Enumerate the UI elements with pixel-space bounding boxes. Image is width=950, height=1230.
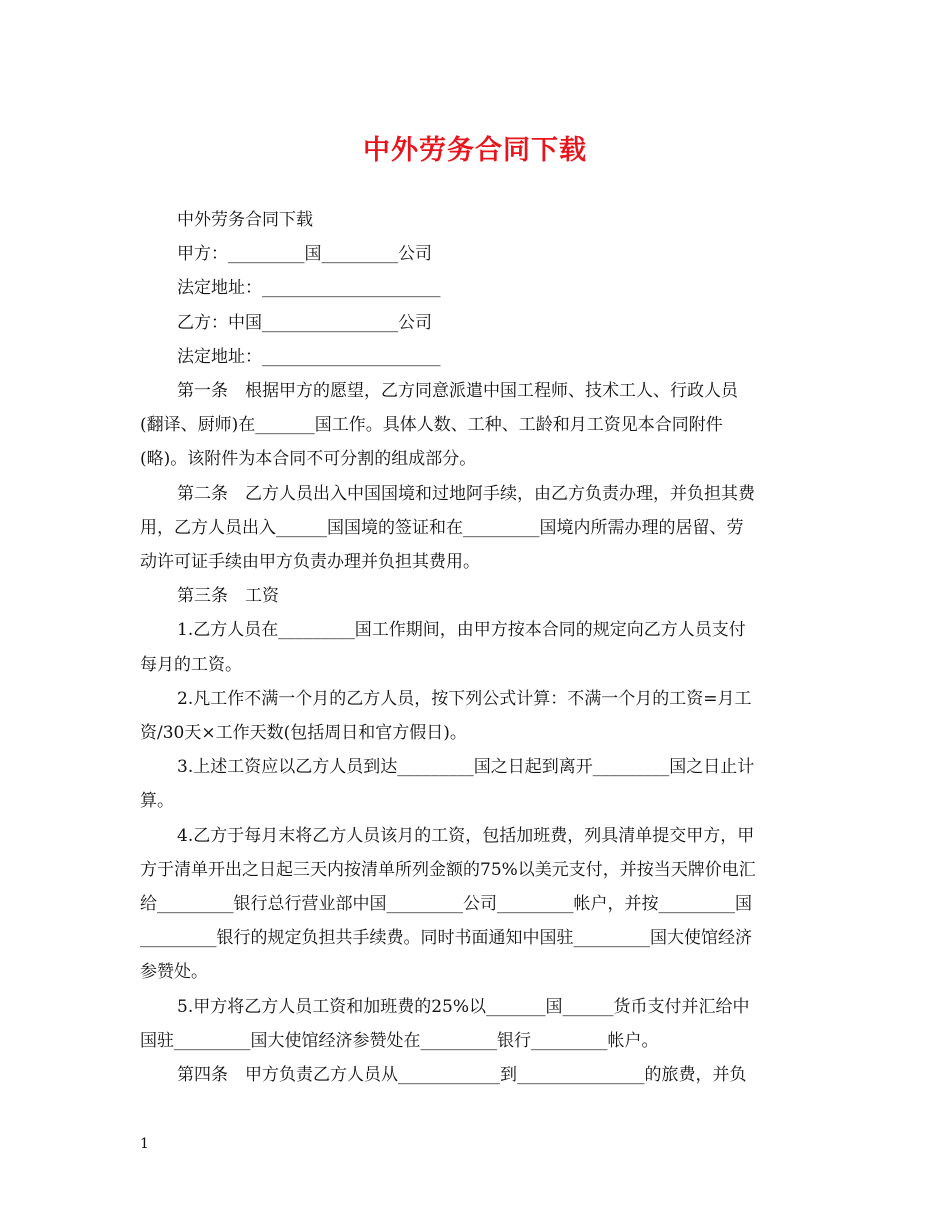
paragraph	[140, 203, 812, 237]
text-line: 1.乙方人员在_________国工作期间，由甲方按本合同的规定向乙方人员支付	[177, 620, 746, 641]
paragraph	[140, 613, 812, 681]
text-line: (翻译、厨师)在_______国工作。具体人数、工种、工龄和月工资见本合同附件	[140, 415, 723, 436]
text-line: 2.凡工作不满一个月的乙方人员，按下列公式计算：不满一个月的工资=月工	[177, 688, 752, 709]
text-line: 中外劳务合同下载	[177, 210, 313, 230]
text-line: 甲方：_________国_________公司	[177, 244, 432, 265]
text-line: (略)。该附件为本合同不可分割的组成部分。	[140, 449, 477, 470]
text-line: 国驻_________国大使馆经济参赞处在_________银行_________帐户。	[140, 1030, 659, 1051]
text-line: 3.上述工资应以乙方人员到达_________国之日起到离开_________国之日止计	[177, 757, 755, 778]
text-line: 用，乙方人员出入______国国境的签证和在_________国境内所需办理的居留、劳	[140, 517, 744, 538]
text-line: 算。	[140, 791, 174, 812]
paragraph	[140, 237, 812, 271]
paragraph	[140, 271, 812, 305]
text-line: 5.甲方将乙方人员工资和加班费的25%以_______国______货币支付并汇给中	[177, 996, 750, 1017]
paragraph	[140, 819, 812, 990]
paragraph	[140, 306, 812, 340]
paragraph	[140, 990, 812, 1058]
text-line: 4.乙方于每月末将乙方人员该月的工资，包括加班费，列具清单提交甲方，甲	[177, 825, 755, 846]
text-line: 乙方：中国________________公司	[177, 312, 432, 333]
page-number: 1	[140, 1136, 149, 1152]
text-line: 参赞处。	[140, 962, 208, 983]
text-line: 第三条 工资	[177, 586, 279, 607]
text-line: 法定地址：_____________________	[177, 278, 441, 299]
text-line: 第二条 乙方人员出入中国国境和过地阿手续，由乙方负责办理，并负担其费	[177, 483, 755, 504]
text-line: 资/30天×工作天数(包括周日和官方假日)。	[140, 723, 467, 744]
paragraph	[140, 750, 812, 818]
text-line: 方于清单开出之日起三天内按清单所列金额的75%以美元支付，并按当天牌价电汇	[140, 859, 756, 880]
text-line: 每月的工资。	[140, 654, 242, 675]
text-line: 第四条 甲方负责乙方人员从____________到_______________的旅费，并负	[177, 1065, 747, 1086]
document-body	[140, 203, 812, 1092]
page-title: 中外劳务合同下载	[363, 135, 587, 166]
text-line: 法定地址：_____________________	[177, 346, 441, 367]
paragraph	[140, 477, 812, 580]
text-line: 第一条 根据甲方的愿望，乙方同意派遣中国工程师、技术工人、行政人员	[177, 381, 738, 402]
paragraph	[140, 579, 812, 613]
text-line: 给_________银行总行营业部中国_________公司_________帐户，并按_________国	[140, 894, 752, 915]
paragraph	[140, 340, 812, 374]
paragraph	[140, 682, 812, 750]
paragraph	[140, 374, 812, 477]
paragraph	[140, 1058, 812, 1092]
text-line: _________银行的规定负担共手续费。同时书面通知中国驻_________国大使馆经济	[140, 928, 752, 949]
text-line: 动许可证手续由甲方负责办理并负担其费用。	[140, 552, 480, 573]
